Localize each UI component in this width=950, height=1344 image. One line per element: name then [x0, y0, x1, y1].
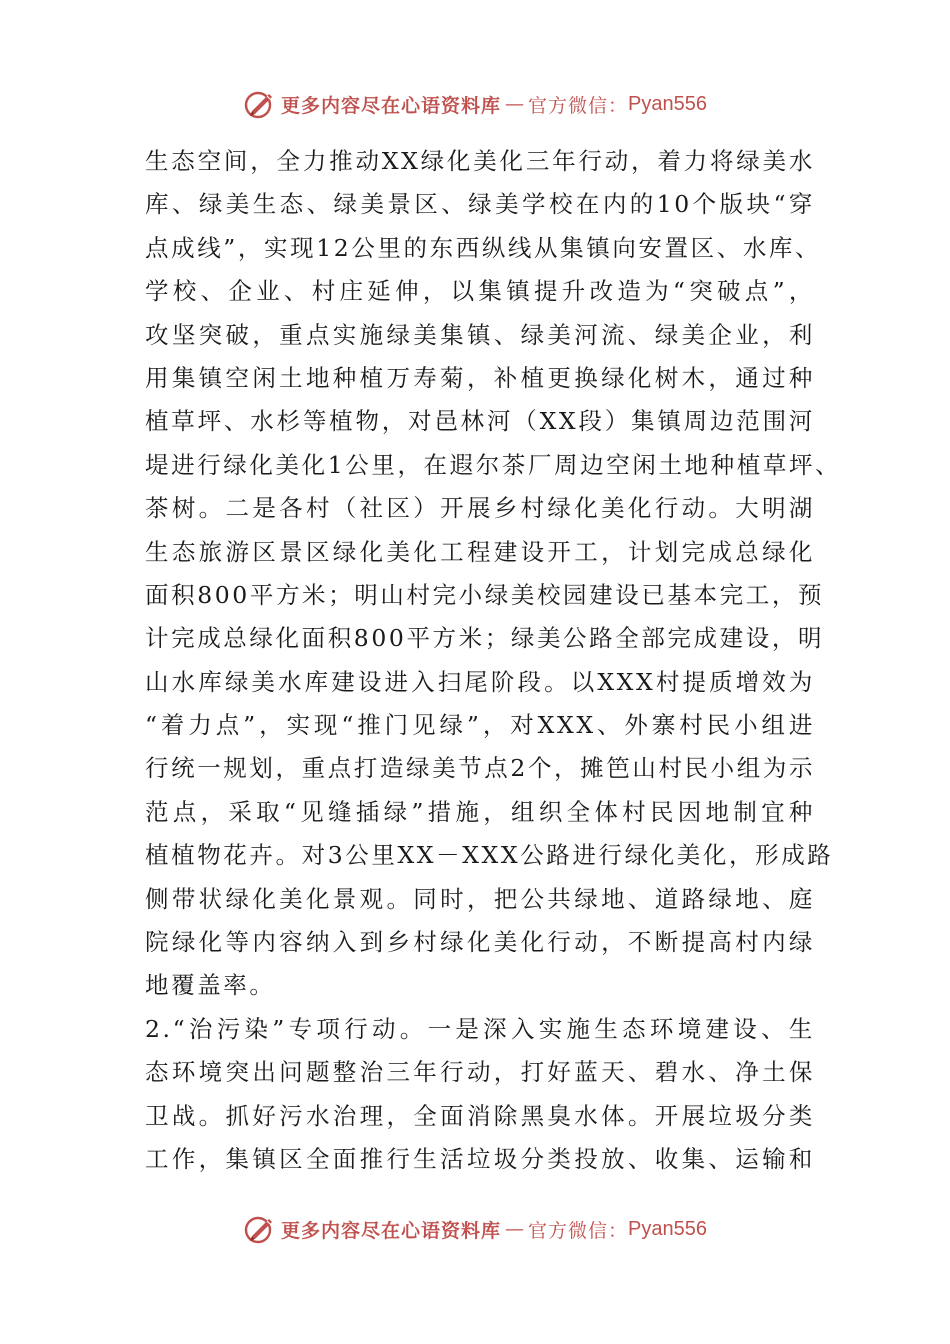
- text-line: “着力点”，实现“推门见绿”，对XXX、外寨村民小组进: [145, 711, 815, 740]
- watermark-wechat-id: Pyan556: [628, 92, 707, 115]
- text-line: 侧带状绿化美化景观。同时，把公共绿地、道路绿地、庭: [145, 884, 815, 913]
- text-line: 堤进行绿化美化1公里，在遐尔茶厂周边空闲土地种植草坪、: [145, 450, 842, 479]
- text-line: 点成线”，实现12公里的东西纵线从集镇向安置区、水库、: [145, 233, 822, 262]
- text-line: 学校、企业、村庄延伸，以集镇提升改造为“突破点”，: [145, 277, 815, 306]
- text-line: 攻坚突破，重点实施绿美集镇、绿美河流、绿美企业，利: [145, 320, 815, 349]
- text-line: 工作，集镇区全面推行生活垃圾分类投放、收集、运输和: [145, 1144, 815, 1173]
- watermark-tagline: 更多内容尽在心语资料库: [281, 94, 502, 117]
- watermark-label: 官方微信：: [528, 94, 629, 117]
- text-line: 面积800平方米；明山村完小绿美校园建设已基本完工，预: [145, 580, 825, 609]
- text-line: 院绿化等内容纳入到乡村绿化美化行动，不断提高村内绿: [145, 928, 815, 957]
- text-line: 植草坪、水杉等植物，对邑林河（XX段）集镇周边范围河: [145, 407, 815, 436]
- pen-logo-icon: [243, 87, 277, 121]
- text-line: 山水库绿美水库建设进入扫尾阶段。以XXX村提质增效为: [145, 667, 815, 696]
- watermark-header: [0, 84, 950, 124]
- watermark-footer: [0, 1209, 950, 1249]
- text-line: 计完成总绿化面积800平方米；绿美公路全部完成建设，明: [145, 624, 825, 653]
- text-line: 植植物花卉。对3公里XX－XXX公路进行绿化美化，形成路: [145, 841, 834, 870]
- watermark-tagline: 更多内容尽在心语资料库: [281, 1219, 502, 1242]
- text-line: 2.“治污染”专项行动。一是深入实施生态环境建设、生: [145, 1014, 815, 1043]
- pen-logo-icon: [243, 1212, 277, 1246]
- text-line: 生态空间，全力推动XX绿化美化三年行动，着力将绿美水: [145, 147, 815, 175]
- watermark-separator: —: [505, 1218, 525, 1240]
- text-line: 库、绿美生态、绿美景区、绿美学校在内的10个版块“穿: [145, 190, 815, 219]
- watermark-wechat-id: Pyan556: [628, 1217, 707, 1240]
- text-line: 茶树。二是各村（社区）开展乡村绿化美化行动。大明湖: [145, 494, 815, 523]
- text-line: 用集镇空闲土地种植万寿菊，补植更换绿化树木，通过种: [145, 363, 815, 392]
- watermark-label: 官方微信：: [528, 1219, 629, 1242]
- text-line: 生态旅游区景区绿化美化工程建设开工，计划完成总绿化: [145, 537, 815, 566]
- watermark-separator: —: [505, 93, 525, 115]
- text-line: 行统一规划，重点打造绿美节点2个，摊笆山村民小组为示: [145, 754, 816, 783]
- text-line: 地覆盖率。: [145, 971, 276, 1000]
- document-body: [145, 140, 842, 1181]
- text-line: 态环境突出问题整治三年行动，打好蓝天、碧水、净土保: [145, 1058, 815, 1087]
- text-line: 卫战。抓好污水治理，全面消除黑臭水体。开展垃圾分类: [145, 1101, 815, 1130]
- text-line: 范点，采取“见缝插绿”措施，组织全体村民因地制宜种: [145, 797, 815, 826]
